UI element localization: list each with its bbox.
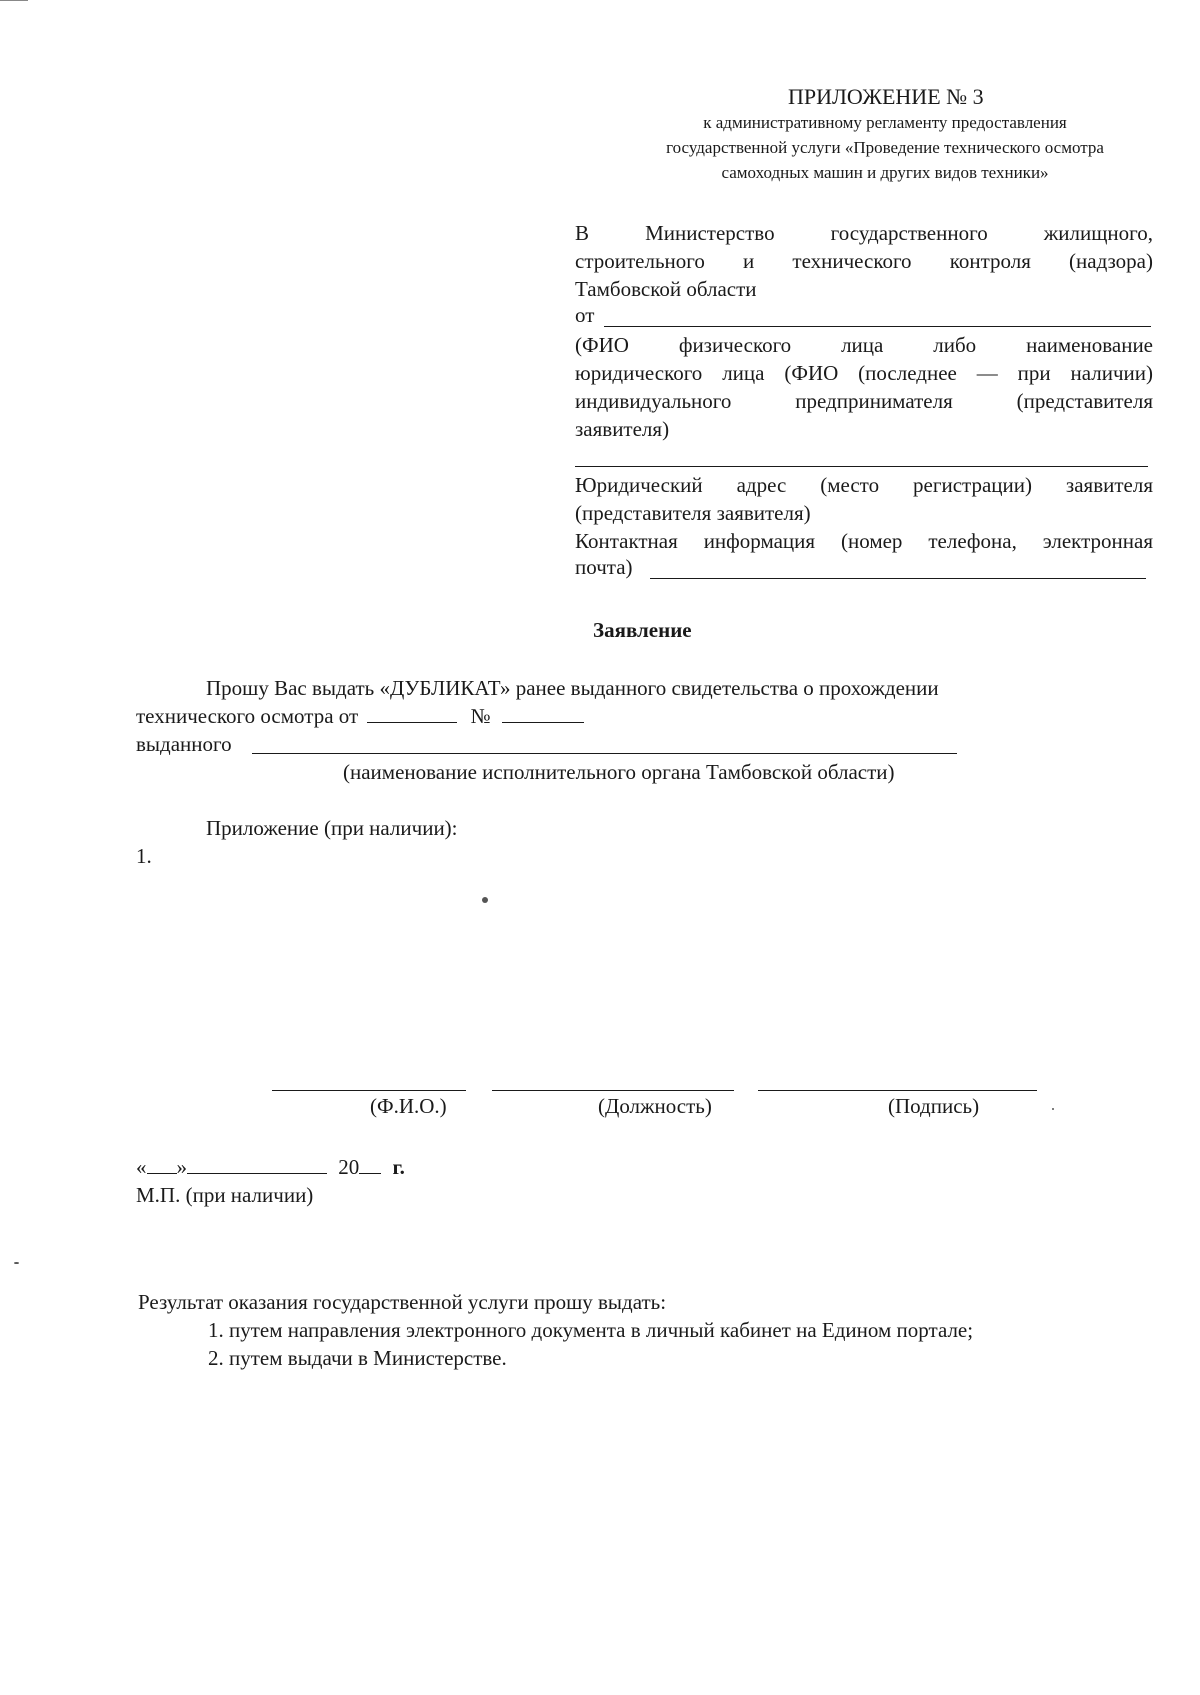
statement-line2 bbox=[136, 702, 584, 730]
scan-speck bbox=[482, 897, 488, 903]
applicant-hint-line: заявителя) bbox=[575, 417, 670, 441]
stamp-label: М.П. (при наличии) bbox=[136, 1183, 314, 1207]
result-heading: Результат оказания государственной услуги прошу выдать: bbox=[138, 1290, 667, 1314]
result-option: 1. путем направления электронного документа в личный кабинет на Едином портале; bbox=[208, 1318, 974, 1342]
attachment-item: 1. bbox=[136, 844, 152, 868]
month-field[interactable] bbox=[187, 1155, 327, 1174]
signature-caption: (Подпись) bbox=[888, 1094, 980, 1118]
date-line bbox=[136, 1153, 405, 1181]
position-field[interactable] bbox=[492, 1090, 734, 1091]
number-sign: № bbox=[470, 704, 491, 728]
scan-speck bbox=[14, 1262, 19, 1264]
day-field[interactable] bbox=[147, 1155, 177, 1174]
year-field[interactable] bbox=[359, 1155, 381, 1174]
date-open-quote: « bbox=[136, 1155, 147, 1179]
contact-info-field[interactable] bbox=[650, 578, 1146, 579]
applicant-hint-line: юридического лица (ФИО (последнее — при наличии) bbox=[575, 361, 1153, 385]
fio-caption: (Ф.И.О.) bbox=[370, 1094, 447, 1118]
annex-subtitle-line: государственной услуги «Проведение технического осмотра bbox=[666, 138, 1104, 157]
issued-by-label: выданного bbox=[136, 732, 232, 756]
annex-title: ПРИЛОЖЕНИЕ № 3 bbox=[788, 84, 984, 109]
applicant-hint-line: (ФИО физического лица либо наименование bbox=[575, 333, 1153, 357]
issuer-hint: (наименование исполнительного органа Тамбовской области) bbox=[343, 760, 895, 784]
year-suffix: г. bbox=[392, 1155, 405, 1179]
contact-info-line: Контактная информация (номер телефона, электронная bbox=[575, 529, 1153, 553]
result-option: 2. путем выдачи в Министерстве. bbox=[208, 1346, 507, 1370]
inspection-date-label: технического осмотра от bbox=[136, 704, 359, 728]
statement-line1: Прошу Вас выдать «ДУБЛИКАТ» ранее выданного свидетельства о прохождении bbox=[206, 676, 939, 700]
certificate-date-field[interactable] bbox=[367, 704, 457, 723]
from-label: от bbox=[575, 303, 595, 327]
applicant-name-field[interactable] bbox=[604, 326, 1151, 327]
date-close-quote: » bbox=[176, 1155, 187, 1179]
fio-field[interactable] bbox=[272, 1090, 466, 1091]
annex-subtitle-line: к административному регламенту предоставления bbox=[703, 113, 1067, 132]
issuer-field[interactable] bbox=[252, 753, 957, 754]
scan-speck bbox=[1052, 1108, 1054, 1110]
statement-title: Заявление bbox=[593, 618, 692, 642]
scan-edge-mark bbox=[0, 0, 28, 1]
addressee-line: строительного и технического контроля (надзора) bbox=[575, 249, 1153, 273]
legal-address-line: Юридический адрес (место регистрации) заявителя bbox=[575, 473, 1153, 497]
certificate-number-field[interactable] bbox=[502, 704, 584, 723]
addressee-line: Тамбовской области bbox=[575, 277, 757, 301]
position-caption: (Должность) bbox=[598, 1094, 712, 1118]
applicant-hint-line: индивидуального предпринимателя (представителя bbox=[575, 389, 1153, 413]
signature-field[interactable] bbox=[758, 1090, 1037, 1091]
legal-address-line: (представителя заявителя) bbox=[575, 501, 811, 525]
year-prefix: 20 bbox=[338, 1155, 360, 1179]
annex-subtitle-line: самоходных машин и других видов техники» bbox=[721, 163, 1049, 182]
addressee-line: В Министерство государственного жилищного, bbox=[575, 221, 1153, 245]
annex-subtitle bbox=[600, 110, 1170, 185]
attachment-label: Приложение (при наличии): bbox=[206, 816, 458, 840]
contact-info-line: почта) bbox=[575, 555, 633, 579]
legal-address-field[interactable] bbox=[575, 466, 1148, 467]
